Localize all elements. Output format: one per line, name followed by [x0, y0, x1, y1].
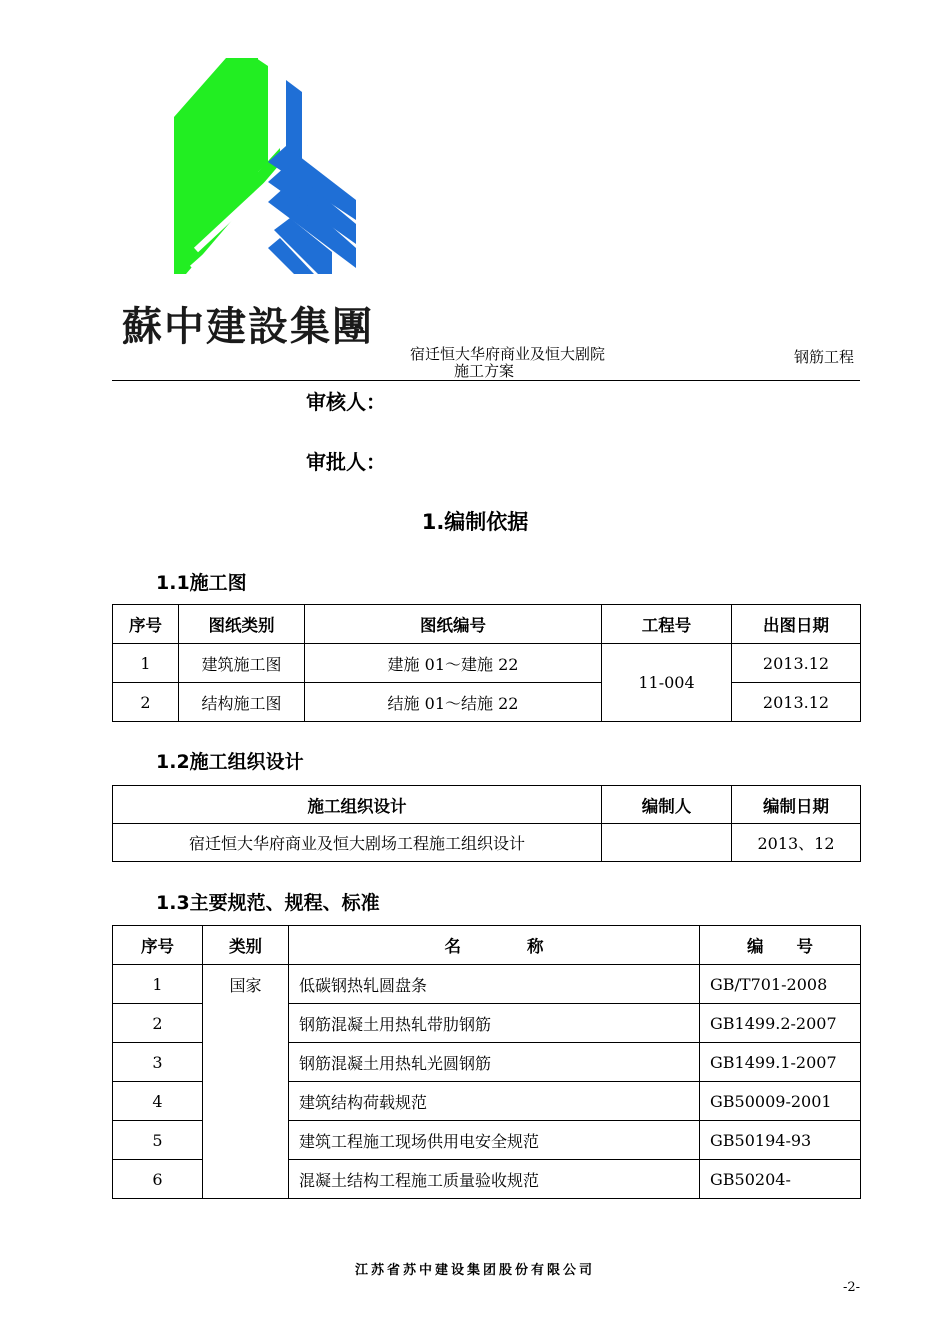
- row-number: 3: [113, 1043, 203, 1082]
- standard-code: GB/T701-2008: [700, 965, 861, 1004]
- project-number: 11-004: [602, 644, 732, 722]
- col-header: 名 称: [289, 926, 700, 965]
- drawing-code: 结施 01～结施 22: [305, 683, 602, 722]
- drawing-date: 2013.12: [732, 683, 861, 722]
- standard-name: 建筑工程施工现场供用电安全规范: [289, 1121, 700, 1160]
- header-project-title: 宿迁恒大华府商业及恒大剧院 施工方案: [410, 345, 606, 380]
- col-header: 工程号: [602, 605, 732, 644]
- drawing-date: 2013.12: [732, 644, 861, 683]
- table-row: [113, 644, 861, 683]
- drawing-category: 结构施工图: [179, 683, 305, 722]
- row-number: 5: [113, 1121, 203, 1160]
- reviewer-label: 审核人：: [306, 390, 386, 414]
- col-header: 图纸编号: [305, 605, 602, 644]
- subsection-1-1-title: 1.1施工图: [156, 572, 247, 594]
- drawing-category: 建筑施工图: [179, 644, 305, 683]
- table-header-row: [113, 605, 861, 644]
- subsection-1-2-title: 1.2施工组织设计: [156, 751, 304, 773]
- design-name: 宿迁恒大华府商业及恒大剧场工程施工组织设计: [113, 824, 602, 862]
- drawing-code: 建施 01～建施 22: [305, 644, 602, 683]
- header-divider: [112, 380, 860, 381]
- row-number: 1: [113, 965, 203, 1004]
- col-header: 出图日期: [732, 605, 861, 644]
- table-header-row: [113, 926, 861, 965]
- standard-name: 建筑结构荷载规范: [289, 1082, 700, 1121]
- page-number: -2-: [842, 1280, 860, 1295]
- logo-mark-icon: [118, 52, 408, 292]
- col-header: 图纸类别: [179, 605, 305, 644]
- col-header: 编制人: [602, 786, 732, 824]
- approver-label: 审批人：: [306, 450, 386, 474]
- header-section-name: 钢筋工程: [793, 348, 854, 366]
- table-header-row: [113, 786, 861, 824]
- table-row: [113, 683, 861, 722]
- organization-design-table: [112, 785, 861, 862]
- standard-name: 钢筋混凝土用热轧带肋钢筋: [289, 1004, 700, 1043]
- design-date: 2013、12: [732, 824, 861, 862]
- standard-code: GB50204-: [700, 1160, 861, 1199]
- row-number: 2: [113, 1004, 203, 1043]
- row-number: 2: [113, 683, 179, 722]
- standard-code: GB1499.1-2007: [700, 1043, 861, 1082]
- footer-company-name: 江苏省苏中建设集团股份有限公司: [354, 1263, 595, 1278]
- col-header: 编 号: [700, 926, 861, 965]
- table-row: [113, 824, 861, 862]
- col-header: 施工组织设计: [113, 786, 602, 824]
- row-number: 4: [113, 1082, 203, 1121]
- section-title: 1.编制依据: [421, 510, 529, 534]
- company-logo: [118, 52, 408, 362]
- standard-name: 低碳钢热轧圆盘条: [289, 965, 700, 1004]
- standard-code: GB50194-93: [700, 1121, 861, 1160]
- standard-category: 国家: [203, 965, 289, 1199]
- standards-table: [112, 925, 861, 1199]
- col-header: 序号: [113, 926, 203, 965]
- subsection-1-3-title: 1.3主要规范、规程、标准: [156, 892, 380, 914]
- drawings-table: [112, 604, 861, 722]
- col-header: 类别: [203, 926, 289, 965]
- row-number: 6: [113, 1160, 203, 1199]
- svg-text:蘇中建設集團: 蘇中建設集團: [122, 303, 374, 350]
- standard-code: GB1499.2-2007: [700, 1004, 861, 1043]
- standard-code: GB50009-2001: [700, 1082, 861, 1121]
- col-header: 编制日期: [732, 786, 861, 824]
- standard-name: 混凝土结构工程施工质量验收规范: [289, 1160, 700, 1199]
- standard-name: 钢筋混凝土用热轧光圆钢筋: [289, 1043, 700, 1082]
- logo-text: [118, 300, 408, 350]
- table-row: [113, 965, 861, 1004]
- row-number: 1: [113, 644, 179, 683]
- col-header: 序号: [113, 605, 179, 644]
- design-author: [602, 824, 732, 862]
